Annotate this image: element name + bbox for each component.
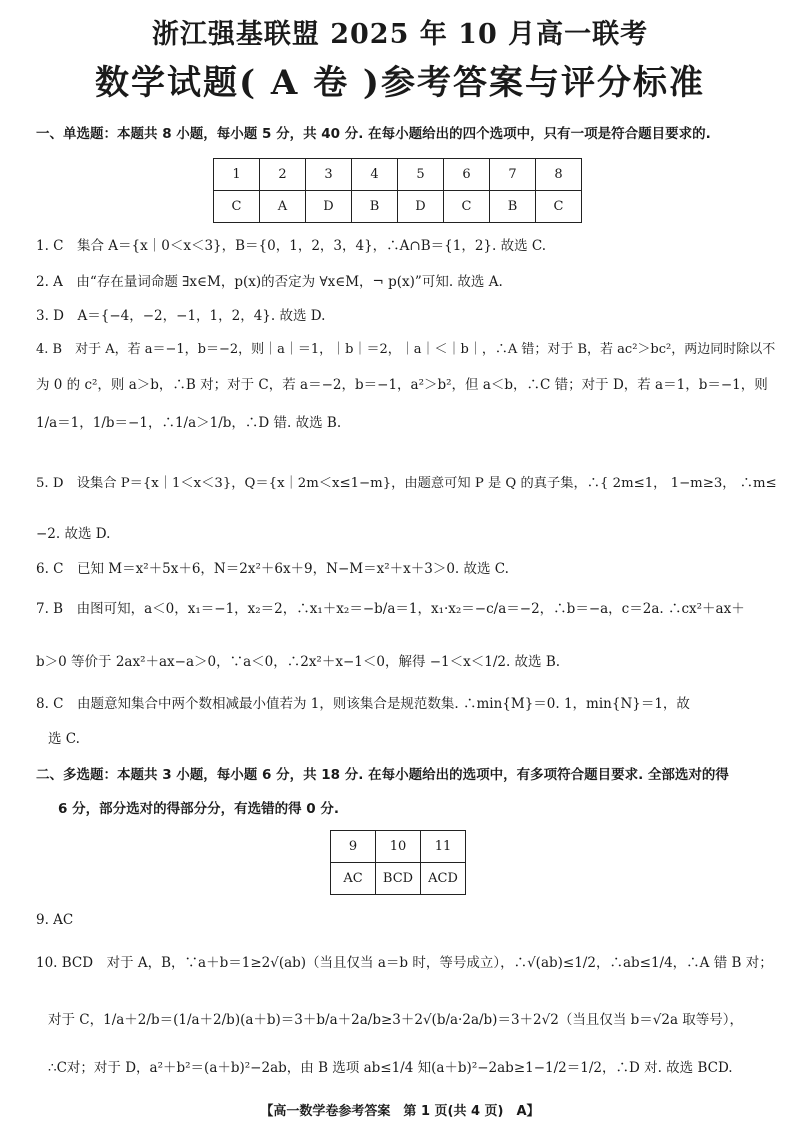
solution-line: 3. D A＝{−4，−2，−1，1，2，4}. 故选 D. [36, 308, 326, 324]
solution-line: 10. BCD 对于 A，B，∵a＋b＝1≥2√(ab)（当且仅当 a＝b 时，等号成立），∴√(ab)≤1/2，∴ab≤1/4，∴A 错 B 对； [36, 955, 773, 971]
table-row-answers [214, 191, 582, 223]
table-row-numbers [214, 159, 582, 191]
solution-line: ∴C对；对于 D，a²＋b²＝(a＋b)²−2ab，由 B 选项 ab≤1/4 知(a＋b)²−2ab≥1−1/2＝1/2，∴D 对. 故选 BCD. [48, 1060, 733, 1076]
table-cell: 4 [352, 159, 398, 191]
table-cell: 1 [214, 159, 260, 191]
table-cell: A [260, 191, 306, 223]
section2-heading: 二、多选题：本题共 3 小题，每小题 6 分，共 18 分. 在每小题给出的选项中，有多项符合题目要求. 全部选对的得 [36, 767, 729, 783]
solution-line: 5. D 设集合 P＝{x｜1＜x＜3}，Q＝{x｜2m＜x≤1−m}，由题意可知 P 是 Q 的真子集，∴{ 2m≤1， 1−m≥3， ∴m≤ [36, 476, 777, 491]
table-cell: D [306, 191, 352, 223]
table-cell: 8 [536, 159, 582, 191]
table-row-numbers [331, 831, 466, 863]
table-row-answers [331, 863, 466, 895]
solution-line: 8. C 由题意知集合中两个数相减最小值若为 1，则该集合是规范数集. ∴min{M}＝0. 1，min{N}＝1，故 [36, 696, 690, 712]
solution-line: 对于 C，1/a＋2/b＝(1/a＋2/b)(a＋b)＝3＋b/a＋2a/b≥3＋2√(b/a·2a/b)＝3＋2√2（当且仅当 b＝√2a 取等号）， [48, 1012, 744, 1028]
section2-heading-cont: 6 分，部分选对的得部分分，有选错的得 0 分. [58, 801, 340, 817]
table-cell: B [490, 191, 536, 223]
solution-line: b＞0 等价于 2ax²＋ax−a＞0，∵a＜0，∴2x²＋x−1＜0，解得 −1＜x＜1/2. 故选 B. [36, 654, 561, 670]
page-footer: 【高一数学卷参考答案 第 1 页(共 4 页) A】 [260, 1104, 540, 1119]
solution-line: 为 0 的 c²，则 a＞b，∴B 对；对于 C，若 a＝−2，b＝−1，a²＞b²，但 a＜b，∴C 错；对于 D，若 a＝1，b＝−1，则 [36, 377, 768, 393]
table-cell: C [214, 191, 260, 223]
table-cell: 7 [490, 159, 536, 191]
solution-line: 9. AC [36, 912, 74, 928]
table-cell: 6 [444, 159, 490, 191]
table-cell: BCD [376, 863, 421, 895]
table-cell: 11 [421, 831, 466, 863]
page-title: 浙江强基联盟 2025 年 10 月高一联考 [151, 19, 649, 50]
section1-heading: 一、单选题：本题共 8 小题，每小题 5 分，共 40 分. 在每小题给出的四个选项中，只有一项是符合题目要求的. [36, 126, 711, 142]
page-subtitle: 数学试题( A 卷 )参考答案与评分标准 [94, 63, 706, 103]
table-cell: C [444, 191, 490, 223]
solution-line: −2. 故选 D. [36, 526, 111, 542]
solution-line: 2. A 由“存在量词命题 ∃x∈M，p(x)的否定为 ∀x∈M，¬ p(x)”可知. 故选 A. [36, 274, 503, 290]
table-cell: AC [331, 863, 376, 895]
solution-line: 1/a＝1，1/b＝−1，∴1/a＞1/b，∴D 错. 故选 B. [36, 415, 342, 431]
table-cell: B [352, 191, 398, 223]
table-cell: D [398, 191, 444, 223]
solution-line: 6. C 已知 M＝x²＋5x＋6，N＝2x²＋6x＋9，N−M＝x²＋x＋3＞0. 故选 C. [36, 561, 509, 577]
solution-line: 1. C 集合 A＝{x｜0＜x＜3}，B＝{0，1，2，3，4}，∴A∩B＝{1，2}. 故选 C. [36, 238, 547, 254]
table-cell: 5 [398, 159, 444, 191]
solution-line: 选 C. [48, 731, 80, 747]
solution-line: 4. B 对于 A，若 a＝−1，b＝−2，则｜a｜＝1，｜b｜＝2，｜a｜＜｜b｜，∴A 错；对于 B，若 ac²＞bc²，两边同时除以不 [36, 342, 776, 357]
answer-table-multiple-choice [330, 830, 466, 895]
table-cell: C [536, 191, 582, 223]
answer-table-single-choice [213, 158, 582, 223]
table-cell: 3 [306, 159, 352, 191]
solution-line: 7. B 由图可知，a＜0，x₁＝−1，x₂＝2，∴x₁＋x₂＝−b/a＝1，x₁·x₂＝−c/a＝−2，∴b＝−a，c＝2a. ∴cx²＋ax＋ [36, 601, 745, 617]
table-cell: ACD [421, 863, 466, 895]
table-cell: 2 [260, 159, 306, 191]
table-cell: 9 [331, 831, 376, 863]
table-cell: 10 [376, 831, 421, 863]
